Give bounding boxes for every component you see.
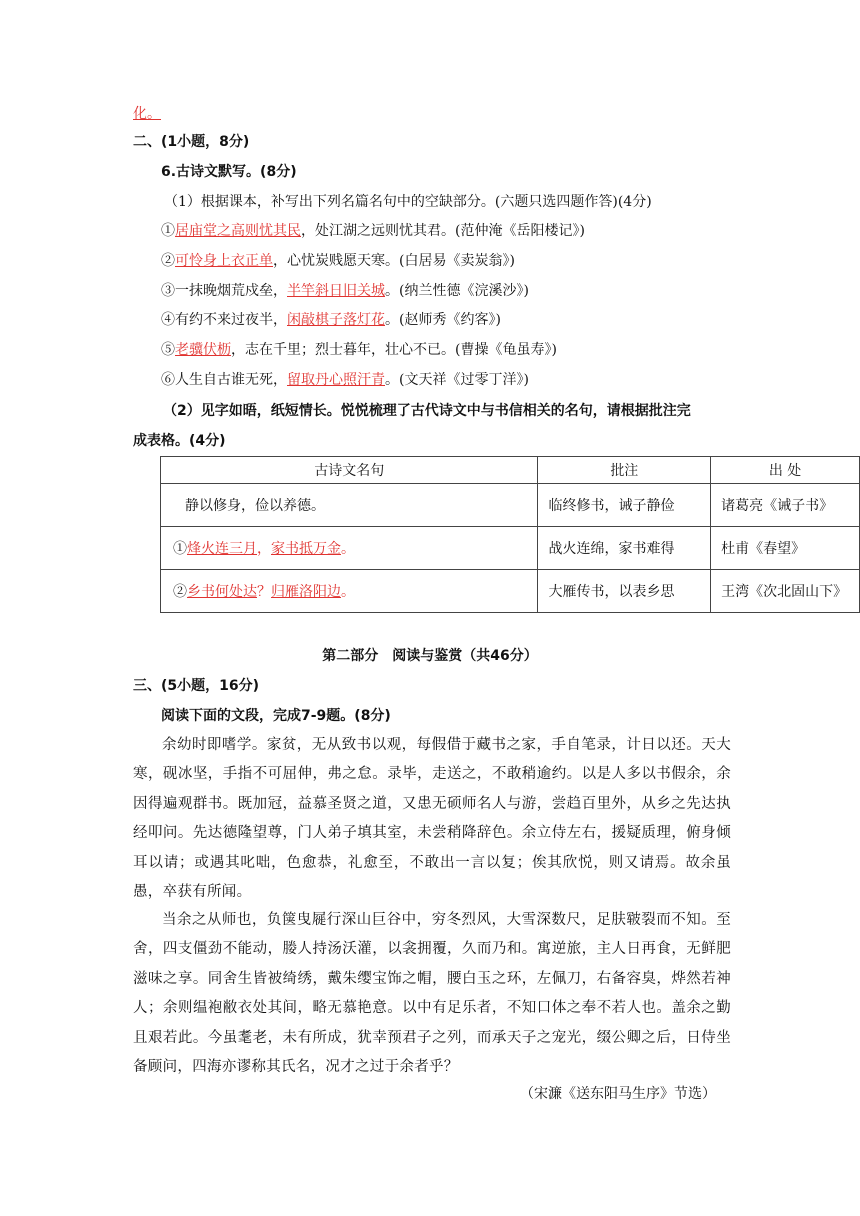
item-pre: 有约不来过夜半， — [175, 312, 287, 328]
cell-note: 临终修书，诫子静俭 — [538, 484, 711, 527]
cell-sentence — [161, 570, 538, 613]
punct: ？ — [257, 584, 271, 600]
item-rest: 。(赵师秀《约客》) — [385, 312, 501, 328]
filled-answer: 老骥伏枥 — [175, 342, 231, 358]
top-fragment: 化。 — [133, 106, 161, 122]
header-note: 批注 — [538, 457, 711, 484]
recitation-item-2 — [161, 251, 515, 271]
cell-source: 杜甫《春望》 — [711, 527, 860, 570]
filled-answer: 闲敲棋子落灯花 — [287, 312, 385, 328]
filled-answer: 居庙堂之高则忧其民 — [175, 223, 301, 239]
item-rest: 。(文天祥《过零丁洋》) — [385, 372, 529, 388]
section-2-heading: 二、(1小题，8分) — [133, 134, 250, 150]
table-row — [161, 484, 860, 527]
passage-source: （宋濂《送东阳马生序》节选） — [520, 1086, 716, 1102]
punct: ， — [257, 541, 271, 557]
row-number: ① — [173, 541, 187, 557]
punct: 。 — [341, 541, 355, 557]
item-rest: ，处江湖之远则忧其君。(范仲淹《岳阳楼记》) — [301, 223, 585, 239]
table-header-row — [161, 457, 860, 484]
part-2-title: 第二部分 阅读与鉴赏（共46分） — [322, 648, 538, 664]
filled-answer: 可怜身上衣正单 — [175, 253, 273, 269]
passage-paragraph-1: 余幼时即嗜学。家贫，无从致书以观，每假借于藏书之家，手自笔录，计日以还。天大寒，砚冰坚，手指不可屈伸，弗之怠。录毕，走送之，不敢稍逾约。以是人多以书假余，余因得遍观群书。既加冠，益慕圣贤之道，又患无硕师名人与游，尝趋百里外，从乡之先达执经叩问。先达德隆望尊，门人弟子填其室，未尝稍降辞色。余立侍左右，援疑质理，俯身倾耳以请；或遇其叱咄，色愈恭，礼愈至，不敢出一言以复；俟其欣悦，则又请焉。故余虽愚，卒获有所闻。 — [133, 737, 731, 901]
item-number: ③ — [161, 283, 175, 299]
letters-table — [160, 456, 860, 613]
cell-note: 大雁传书，以表乡思 — [538, 570, 711, 613]
section-3-heading: 三、(5小题，16分) — [133, 678, 260, 694]
item-number: ⑥ — [161, 372, 175, 388]
cell-source: 王湾《次北固山下》 — [711, 570, 860, 613]
recitation-item-5 — [161, 340, 557, 360]
punct: 。 — [341, 584, 355, 600]
recitation-item-6 — [161, 370, 529, 390]
row-number: ② — [173, 584, 187, 600]
cell-sentence — [161, 527, 538, 570]
passage-paragraph-2: 当余之从师也，负箧曳屣行深山巨谷中，穷冬烈风，大雪深数尺，足肤皲裂而不知。至舍，四支僵劲不能动，媵人持汤沃灌，以衾拥覆，久而乃和。寓逆旅，主人日再食，无鲜肥滋味之享。同舍生皆被绮绣，戴朱缨宝饰之帽，腰白玉之环，左佩刀，右备容臭，烨然若神人；余则缊袍敝衣处其间，略无慕艳意。以中有足乐者，不知口体之奉不若人也。盖余之勤且艰若此。今虽耄老，未有所成，犹幸预君子之列，而承天子之宠光，缀公卿之后，日侍坐备顾问，四海亦谬称其氏名，况才之过于余者乎？ — [133, 912, 731, 1076]
item-number: ① — [161, 223, 175, 239]
cell-note: 战火连绵，家书难得 — [538, 527, 711, 570]
cell-sentence: 静以修身，俭以养德。 — [161, 484, 538, 527]
item-number: ⑤ — [161, 342, 175, 358]
question-6-1-instruction: （1）根据课本，补写出下列名篇名句中的空缺部分。(六题只选四题作答)(4分) — [164, 194, 652, 210]
filled-answer: 家书抵万金 — [271, 541, 341, 557]
question-6-title: 6.古诗文默写。(8分) — [161, 164, 297, 180]
item-number: ② — [161, 253, 175, 269]
recitation-item-4 — [161, 310, 501, 330]
cell-source: 诸葛亮《诫子书》 — [711, 484, 860, 527]
recitation-item-3 — [161, 281, 529, 301]
item-number: ④ — [161, 312, 175, 328]
filled-answer: 乡书何处达 — [187, 584, 257, 600]
section-3-instruction: 阅读下面的文段，完成7-9题。(8分) — [161, 708, 391, 724]
filled-answer: 留取丹心照汗青 — [287, 372, 385, 388]
filled-answer: 烽火连三月 — [187, 541, 257, 557]
item-rest: ，心忧炭贱愿天寒。(白居易《卖炭翁》) — [273, 253, 515, 269]
table-row — [161, 570, 860, 613]
recitation-item-1 — [161, 221, 585, 241]
question-6-2-line-1: （2）见字如晤，纸短情长。悦悦梳理了古代诗文中与书信相关的名句，请根据批注完 — [163, 403, 691, 419]
filled-answer: 归雁洛阳边 — [271, 584, 341, 600]
item-rest: ，志在千里；烈士暮年，壮心不已。(曹操《龟虽寿》) — [231, 342, 557, 358]
item-pre: 人生自古谁无死， — [175, 372, 287, 388]
table-row — [161, 527, 860, 570]
item-pre: 一抹晚烟荒戍垒， — [175, 283, 287, 299]
item-rest: 。(纳兰性德《浣溪沙》) — [385, 283, 529, 299]
filled-answer: 半竿斜日旧关城 — [287, 283, 385, 299]
question-6-2-line-2: 成表格。(4分) — [133, 433, 226, 449]
header-sentence: 古诗文名句 — [161, 457, 538, 484]
header-source: 出 处 — [711, 457, 860, 484]
